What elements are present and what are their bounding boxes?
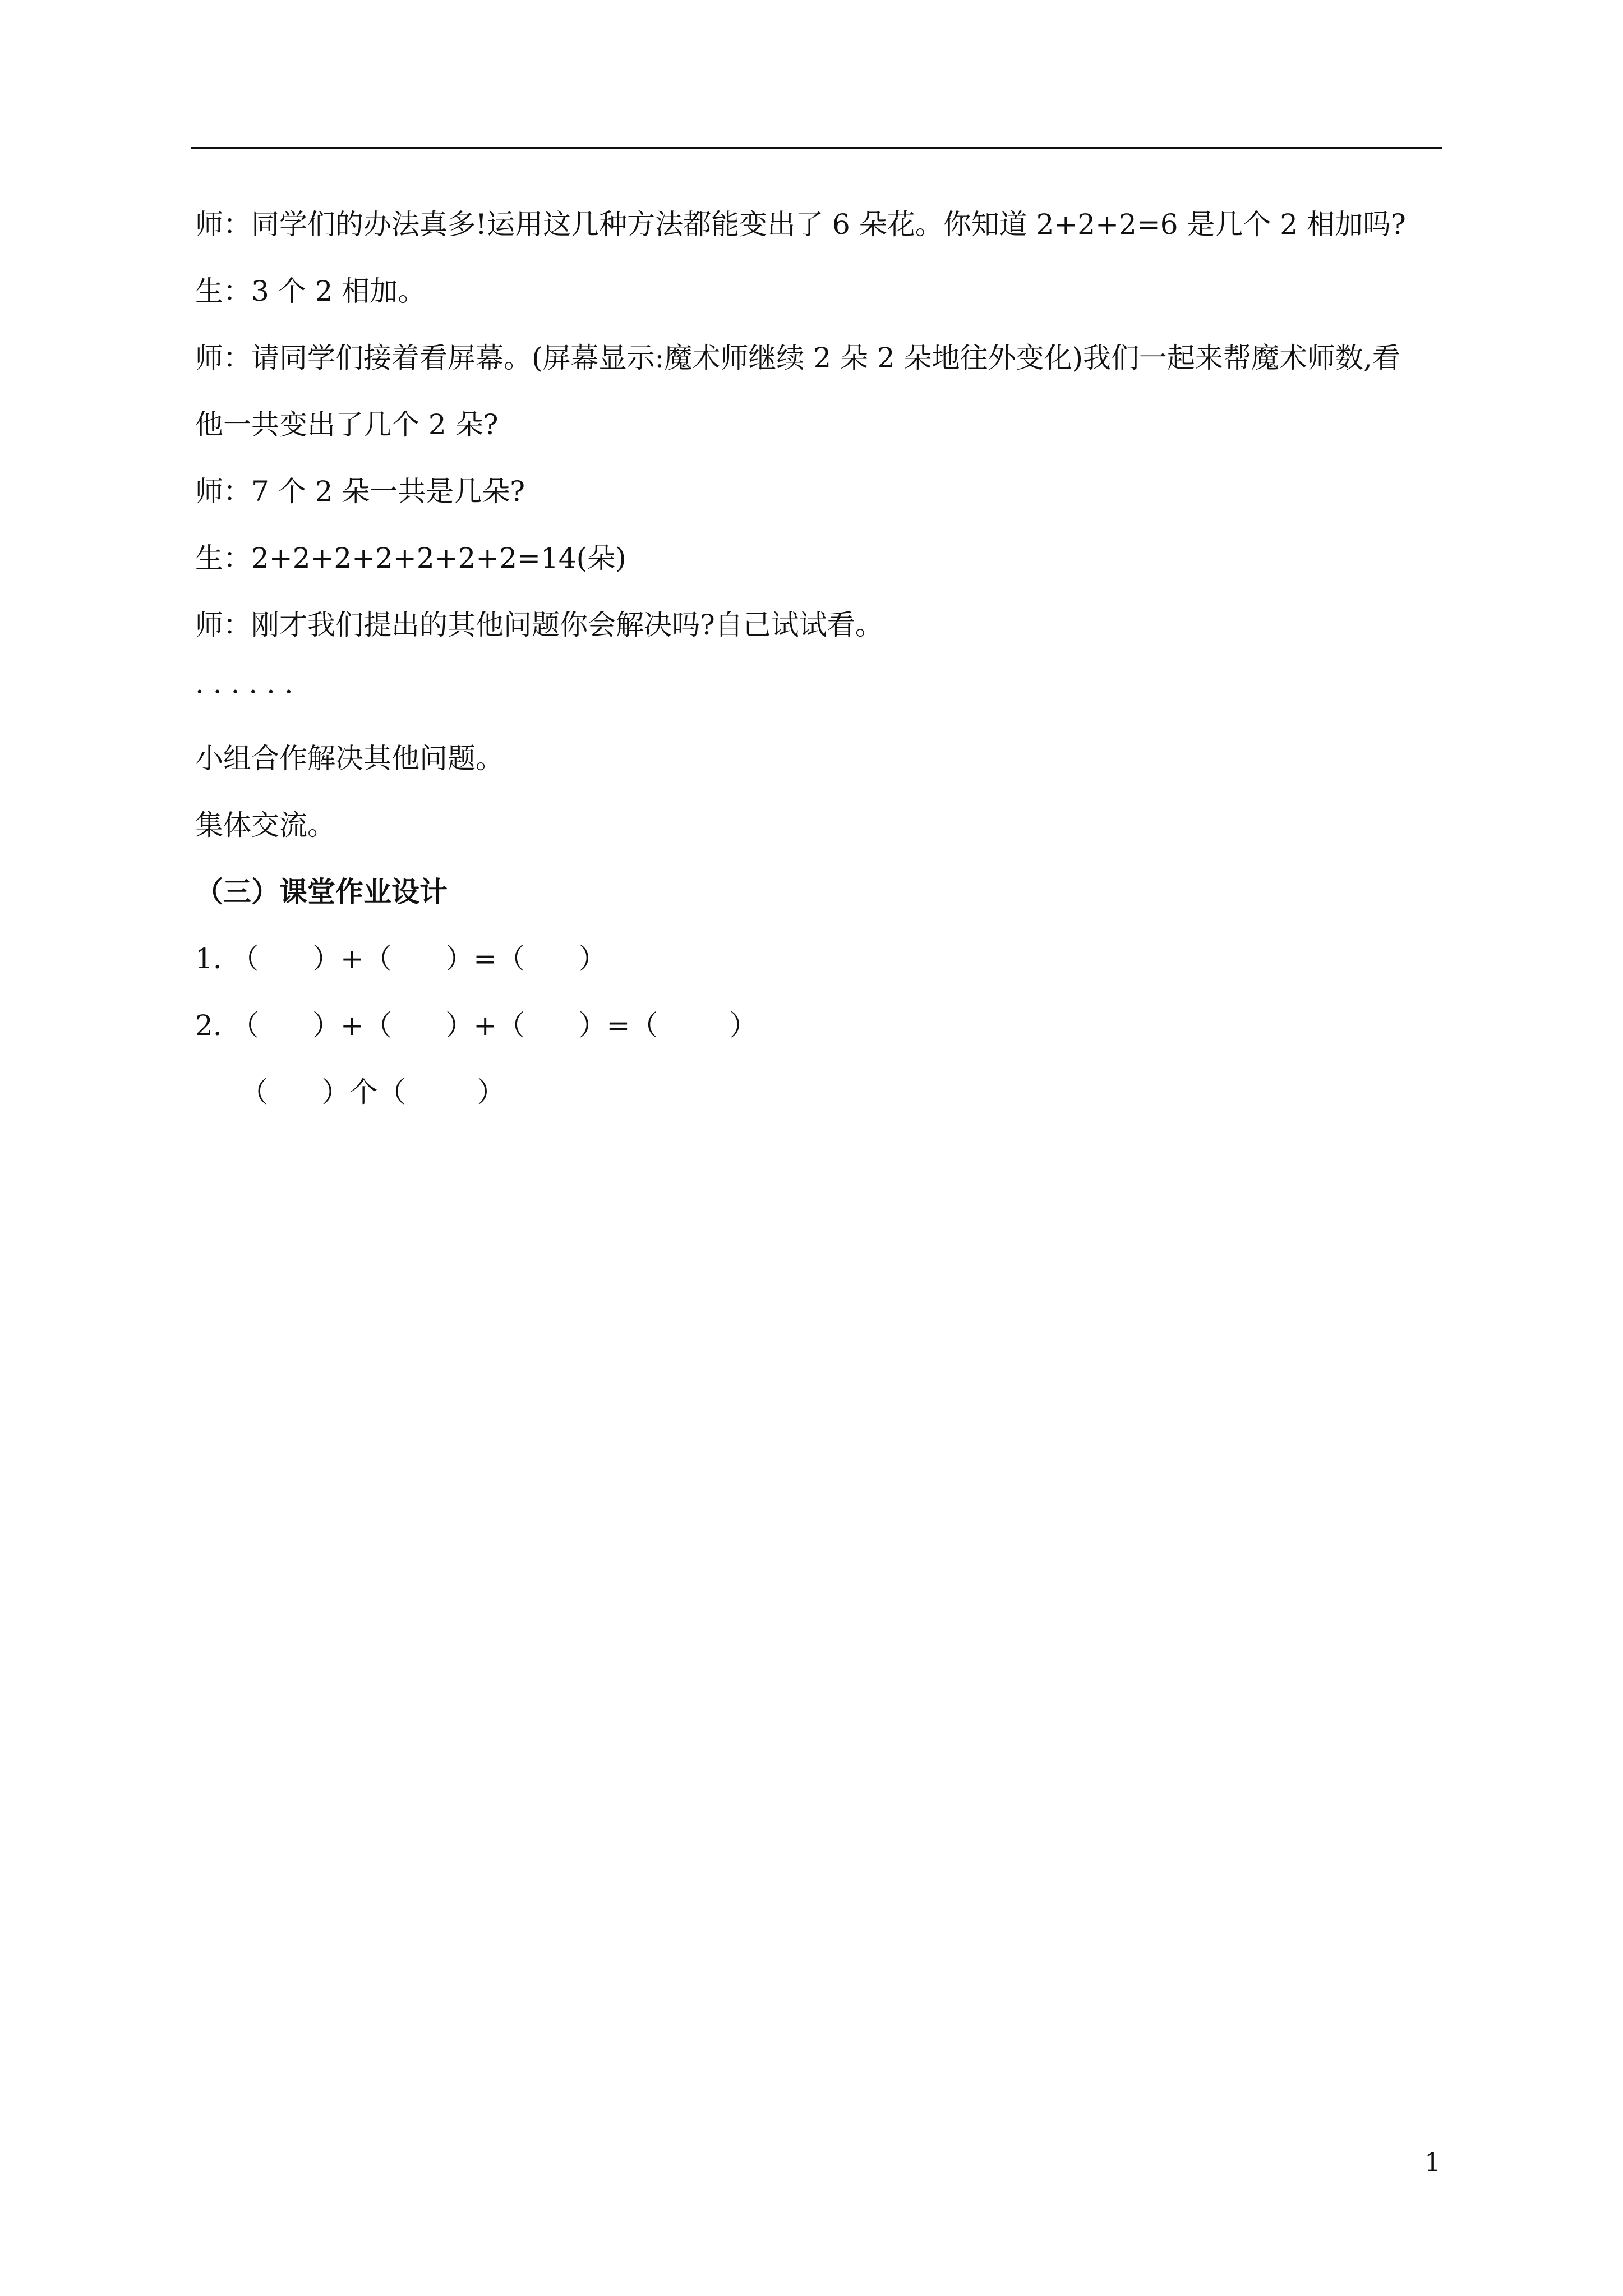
paragraph-5: 师：7 个 2 朵一共是几朵? — [195, 475, 525, 508]
document-body — [195, 208, 1446, 1142]
ellipsis-line: · · · · · · — [195, 675, 293, 708]
paragraph-9: 小组合作解决其他问题。 — [195, 742, 504, 775]
paragraph-10: 集体交流。 — [195, 809, 335, 841]
paragraph-3: 师：请同学们接着看屏幕。(屏幕显示:魔术师继续 2 朵 2 朵地往外变化)我们一起来帮魔术师数,看 — [195, 342, 1400, 374]
paragraph-1: 师：同学们的办法真多!运用这几种方法都能变出了 6 朵花。你知道 2+2+2=6 是几个 2 相加吗? — [195, 208, 1406, 241]
section-heading: （三）课堂作业设计 — [195, 875, 448, 908]
paragraph-7: 师：刚才我们提出的其他问题你会解决吗?自己试试看。 — [195, 609, 883, 641]
paragraph-6: 生：2+2+2+2+2+2+2=14(朵) — [195, 542, 626, 574]
header-rule — [191, 147, 1442, 149]
exercise-2-followup: （ ）个（ ） — [240, 1076, 505, 1108]
page-number: 1 — [1424, 2147, 1441, 2177]
paragraph-4: 他一共变出了几个 2 朵? — [195, 408, 499, 441]
paragraph-2: 生：3 个 2 相加。 — [195, 275, 426, 307]
exercise-1: 1. （ ）+（ ）=（ ） — [195, 942, 607, 975]
exercise-2: 2. （ ）+（ ）+（ ）=（ ） — [195, 1009, 758, 1042]
